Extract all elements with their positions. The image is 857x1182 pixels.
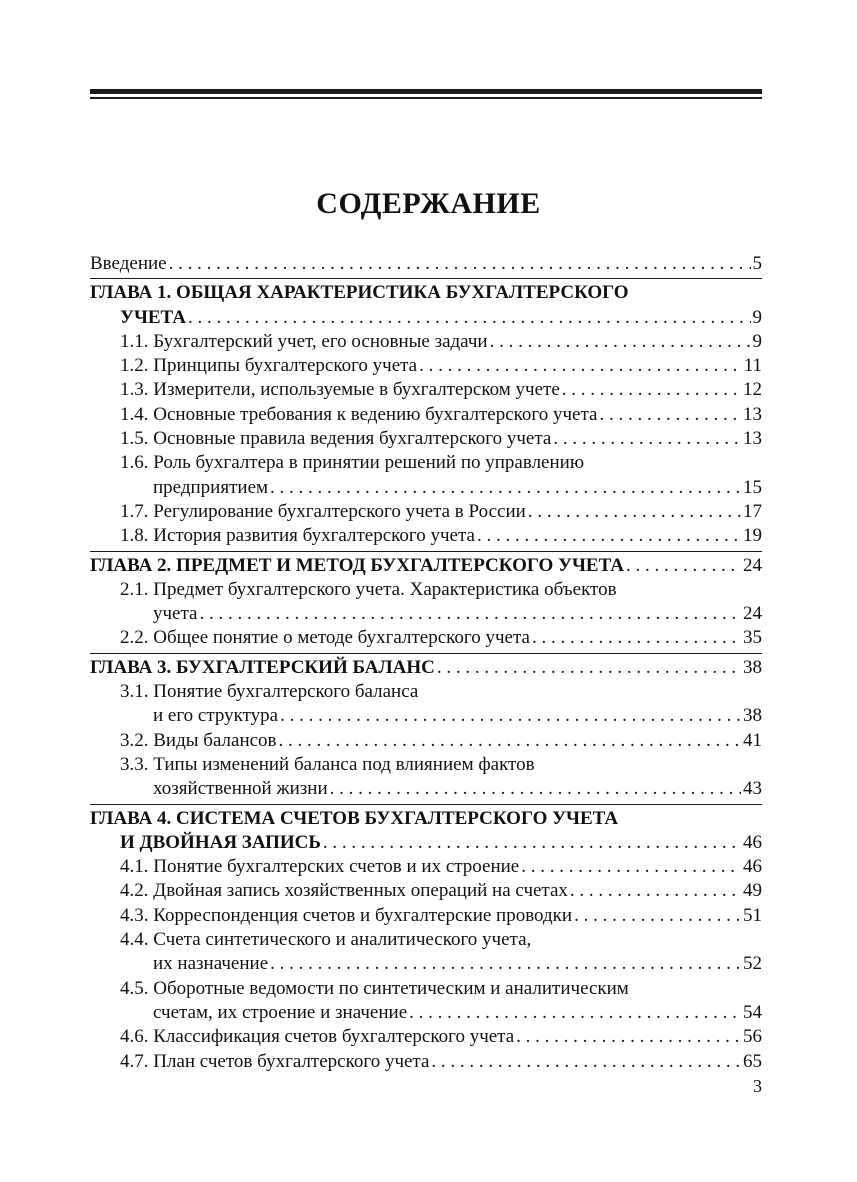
- toc-page-number: 24: [743, 554, 762, 576]
- toc-entry-row[interactable]: [90, 354, 762, 378]
- toc-chapter-row[interactable]: [90, 281, 762, 305]
- toc-entry-row[interactable]: [90, 427, 762, 451]
- toc-page-number: 54: [743, 1001, 762, 1023]
- toc-leader-dots: [188, 306, 750, 330]
- section-divider: [90, 653, 762, 654]
- toc-entry-title: 3.3. Типы изменений баланса под влиянием фактов: [120, 753, 535, 775]
- toc-leader-dots: [323, 831, 741, 855]
- toc-leader-dots: [431, 1050, 741, 1074]
- toc-entry-row[interactable]: [90, 1025, 762, 1049]
- toc-page-number: 15: [743, 476, 762, 498]
- toc-leader-dots: [516, 1025, 741, 1049]
- toc-leader-dots: [574, 904, 741, 928]
- toc-entry-row[interactable]: [90, 378, 762, 402]
- toc-entry-title: 2.1. Предмет бухгалтерского учета. Характеристика объектов: [120, 578, 617, 600]
- toc-chapter-row[interactable]: [90, 656, 762, 680]
- toc-leader-dots: [532, 626, 741, 650]
- toc-entry-title: 4.1. Понятие бухгалтерских счетов и их строение: [120, 856, 520, 878]
- toc-page-number: 9: [752, 306, 762, 328]
- toc-entry-row[interactable]: [90, 777, 762, 801]
- toc-entry-row[interactable]: [90, 879, 762, 903]
- toc-leader-dots: [419, 354, 742, 378]
- toc-entry-title: ГЛАВА 3. БУХГАЛТЕРСКИЙ БАЛАНС: [90, 656, 435, 678]
- toc-leader-dots: [280, 704, 741, 728]
- toc-entry-row[interactable]: [90, 1001, 762, 1025]
- toc-page-number: 41: [743, 729, 762, 751]
- toc-entry-title: ГЛАВА 2. ПРЕДМЕТ И МЕТОД БУХГАЛТЕРСКОГО УЧЕТА: [90, 554, 625, 576]
- toc-entry-title: 3.1. Понятие бухгалтерского баланса: [120, 681, 419, 703]
- toc-page-number: 43: [743, 778, 762, 800]
- toc-leader-dots: [490, 330, 751, 354]
- toc-chapter-row[interactable]: [90, 831, 762, 855]
- toc-entry-row[interactable]: [90, 855, 762, 879]
- section-divider: [90, 804, 762, 805]
- toc-chapter-row[interactable]: [90, 807, 762, 831]
- toc-entry-title: 4.2. Двойная запись хозяйственных операций на счетах: [120, 880, 568, 902]
- toc-entry-row[interactable]: [90, 330, 762, 354]
- toc-page-number: 46: [743, 831, 762, 853]
- toc-leader-dots: [528, 500, 741, 524]
- toc-chapter-row[interactable]: [90, 306, 762, 330]
- toc-leader-dots: [279, 729, 741, 753]
- toc-entry-title: 4.7. План счетов бухгалтерского учета: [120, 1050, 430, 1072]
- toc-entry-row[interactable]: [90, 904, 762, 928]
- toc-entry-row[interactable]: [90, 578, 762, 602]
- section-divider: [90, 551, 762, 552]
- toc-page-number: 19: [743, 525, 762, 547]
- toc-leader-dots: [553, 427, 741, 451]
- toc-entry-title: 1.8. История развития бухгалтерского учета: [120, 525, 475, 547]
- toc-entry-title: хозяйственной жизни: [153, 778, 328, 800]
- toc-entry-row[interactable]: [90, 476, 762, 500]
- toc-leader-dots: [599, 403, 741, 427]
- header-rule-thick: [90, 89, 762, 94]
- toc-entry-title: УЧЕТА: [120, 306, 187, 328]
- toc-page-number: 24: [743, 603, 762, 625]
- toc-leader-dots: [626, 554, 741, 578]
- toc-entry-row[interactable]: [90, 928, 762, 952]
- toc-page-number: 17: [743, 500, 762, 522]
- toc-entry-row[interactable]: [90, 680, 762, 704]
- toc-page-number: 11: [743, 355, 762, 377]
- table-of-contents: [90, 252, 762, 1074]
- toc-page-number: 51: [743, 904, 762, 926]
- toc-entry-row[interactable]: [90, 1050, 762, 1074]
- toc-page-number: 12: [743, 379, 762, 401]
- toc-entry-title: И ДВОЙНАЯ ЗАПИСЬ: [120, 831, 321, 853]
- toc-entry-title: 1.3. Измерители, используемые в бухгалтерском учете: [120, 379, 560, 401]
- toc-entry-row[interactable]: [90, 403, 762, 427]
- toc-entry-title: 4.4. Счета синтетического и аналитического учета,: [120, 929, 532, 951]
- toc-entry-title: 1.2. Принципы бухгалтерского учета: [120, 355, 418, 377]
- toc-page-number: 38: [743, 656, 762, 678]
- toc-leader-dots: [270, 952, 741, 976]
- toc-page-number: 5: [752, 253, 762, 274]
- toc-entry-title: 4.3. Корреспонденция счетов и бухгалтерские проводки: [120, 904, 573, 926]
- toc-entry-row[interactable]: [90, 977, 762, 1001]
- toc-entry-title: 4.5. Оборотные ведомости по синтетическим и аналитическим: [120, 977, 629, 999]
- toc-entry-row[interactable]: [90, 500, 762, 524]
- toc-leader-dots: [199, 602, 741, 626]
- toc-entry-title: 2.2. Общее понятие о методе бухгалтерского учета: [120, 627, 530, 649]
- toc-leader-dots: [570, 879, 741, 903]
- toc-entry-title: их назначение: [153, 953, 269, 975]
- toc-page-number: 65: [743, 1050, 762, 1072]
- toc-entry-title: предприятием: [153, 476, 269, 498]
- toc-page-number: 13: [743, 428, 762, 450]
- toc-leader-dots: [169, 252, 751, 276]
- toc-entry-row[interactable]: [90, 626, 762, 650]
- toc-entry-title: учета: [153, 603, 198, 625]
- toc-page-number: 56: [743, 1026, 762, 1048]
- toc-entry-row[interactable]: [90, 952, 762, 976]
- toc-leader-dots: [330, 777, 741, 801]
- toc-entry-title: ГЛАВА 4. СИСТЕМА СЧЕТОВ БУХГАЛТЕРСКОГО УЧЕТА: [90, 807, 619, 829]
- toc-leader-dots: [477, 524, 741, 548]
- toc-entry-title: 1.6. Роль бухгалтера в принятии решений по управлению: [120, 452, 585, 474]
- toc-leader-dots: [437, 656, 741, 680]
- section-divider: [90, 278, 762, 279]
- toc-leader-dots: [521, 855, 741, 879]
- toc-entry-row[interactable]: [90, 602, 762, 626]
- page-number: 3: [753, 1076, 762, 1096]
- toc-entry-row[interactable]: [90, 704, 762, 728]
- toc-page-number: 13: [743, 403, 762, 425]
- toc-page-number: 49: [743, 880, 762, 902]
- toc-entry-title: ГЛАВА 1. ОБЩАЯ ХАРАКТЕРИСТИКА БУХГАЛТЕРСКОГО: [90, 282, 629, 304]
- toc-page-number: 35: [743, 627, 762, 649]
- toc-entry-title: 1.7. Регулирование бухгалтерского учета в России: [120, 500, 526, 522]
- toc-entry-row[interactable]: [90, 753, 762, 777]
- toc-entry-title: 3.2. Виды балансов: [120, 729, 277, 751]
- page-title: СОДЕРЖАНИЕ: [316, 187, 541, 220]
- toc-page-number: 38: [743, 705, 762, 727]
- toc-leader-dots: [562, 378, 741, 402]
- toc-entry-title: 1.5. Основные правила ведения бухгалтерского учета: [120, 428, 552, 450]
- toc-entry-title: 4.6. Классификация счетов бухгалтерского учета: [120, 1026, 515, 1048]
- toc-leader-dots: [270, 476, 741, 500]
- toc-entry-title: 1.1. Бухгалтерский учет, его основные задачи: [120, 330, 488, 352]
- toc-page-number: 52: [743, 953, 762, 975]
- toc-entry-row[interactable]: [90, 729, 762, 753]
- toc-entry-row[interactable]: [90, 252, 762, 276]
- header-rule-thin: [90, 97, 762, 99]
- toc-leader-dots: [409, 1001, 741, 1025]
- toc-entry-row[interactable]: [90, 524, 762, 548]
- toc-entry-title: счетам, их строение и значение: [153, 1001, 408, 1023]
- toc-chapter-row[interactable]: [90, 554, 762, 578]
- toc-entry-title: Введение: [90, 253, 167, 274]
- toc-entry-title: и его структура: [153, 705, 279, 727]
- toc-entry-title: 1.4. Основные требования к ведению бухгалтерского учета: [120, 403, 598, 425]
- toc-entry-row[interactable]: [90, 451, 762, 475]
- toc-page-number: 46: [743, 856, 762, 878]
- toc-page-number: 9: [752, 330, 762, 352]
